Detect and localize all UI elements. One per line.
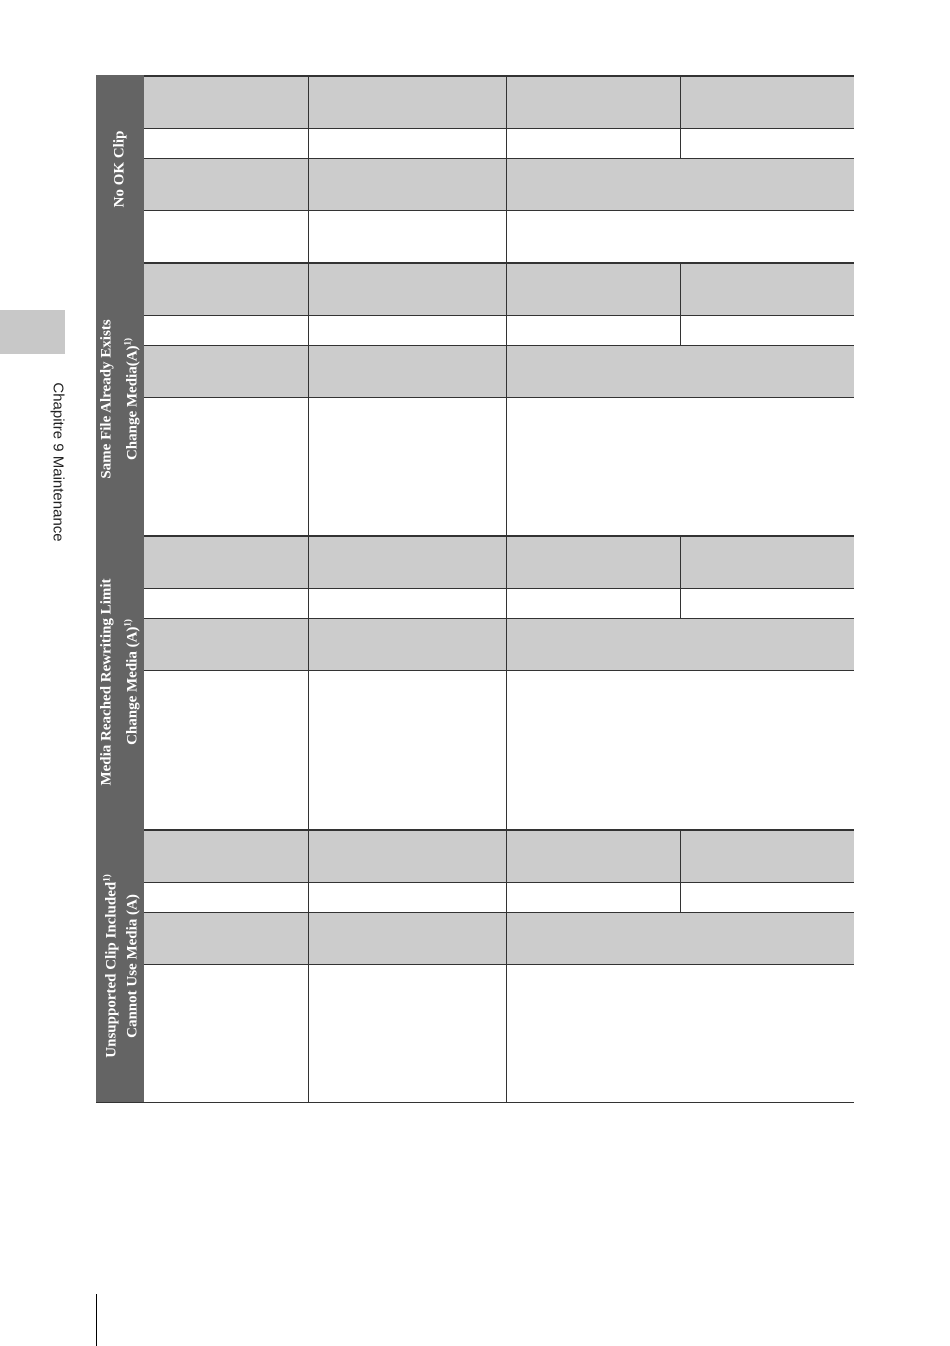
- message-label: Unsupported Clip Included$^{1)}$ Cannot Use Media (A): [101, 874, 141, 1058]
- message-label-column: [96, 75, 144, 263]
- message-label: Same File Already Exists Change $Media(A)^{1)}$: [98, 318, 141, 479]
- chapter-label: Chapitre 9 Maintenance: [49, 382, 67, 542]
- message-label-column: [96, 829, 144, 1103]
- message-label: Media Reached Rewriting Limit Change Media $(A)^{1)}$: [98, 578, 141, 786]
- message-label: No OK Clip: [111, 130, 128, 208]
- message-label-column: [96, 262, 144, 535]
- message-block-media-reached-rewriting-limit: [96, 535, 854, 829]
- footer-rule: [96, 1294, 97, 1346]
- message-block-same-file-already-exists: [96, 262, 854, 535]
- message-block-unsupported-clip-included: [96, 829, 854, 1103]
- message-block-no-ok-clip: [96, 75, 854, 263]
- message-label-column: [96, 535, 144, 829]
- chapter-tab-marker: [0, 310, 65, 354]
